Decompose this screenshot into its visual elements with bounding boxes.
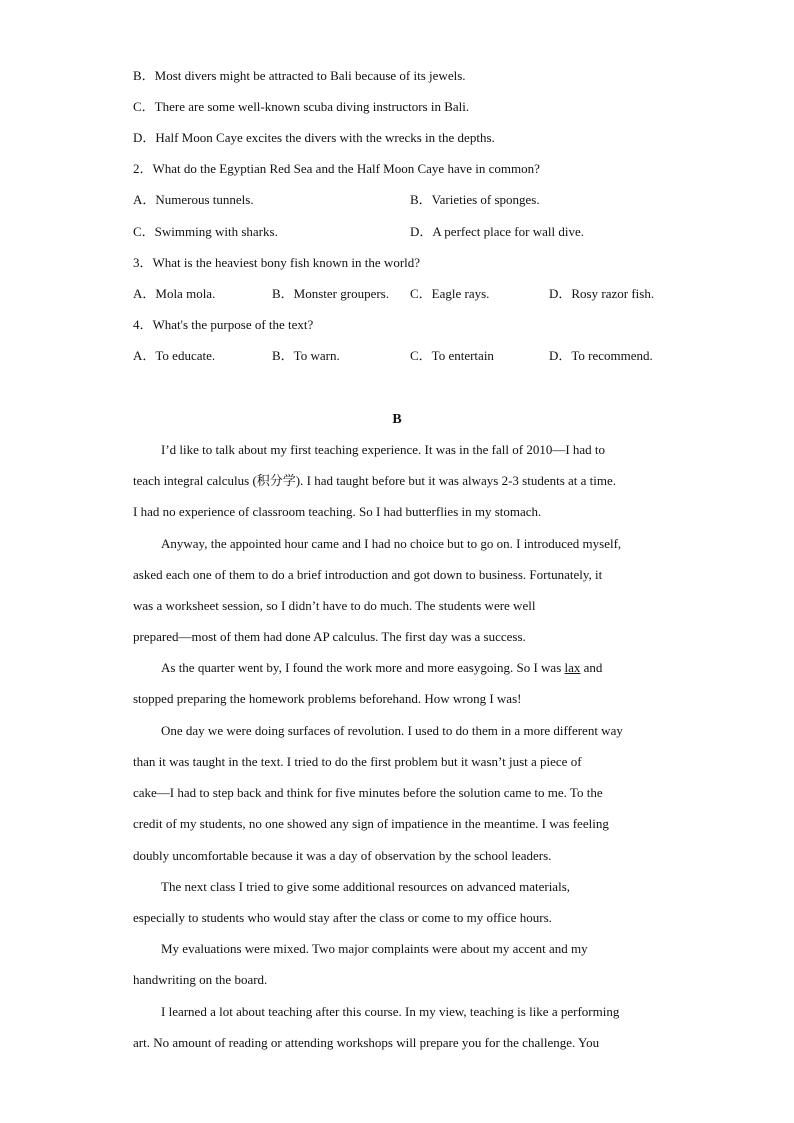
q4-option-b: B．To warn. [272,348,340,363]
q3-stem: 3．What is the heaviest bony fish known in the world? [133,255,421,270]
q2-stem: 2．What do the Egyptian Red Sea and the Half Moon Caye have in common? [133,161,540,176]
passage-line: teach integral calculus (积分学). I had taught before but it was always 2-3 students at a time. [133,473,617,488]
passage-line: doubly uncomfortable because it was a day of observation by the school leaders. [133,848,552,863]
passage-line: art. No amount of reading or attending workshops will prepare you for the challenge. You [133,1035,600,1050]
passage-line: credit of my students, no one showed any sign of impatience in the meantime. I was feeling [133,816,609,831]
passage-line: than it was taught in the text. I tried to do the first problem but it wasn’t just a piece of [133,754,582,769]
passage-line: asked each one of them to do a brief introduction and got down to business. Fortunately, it [133,567,603,582]
passage-line: I learned a lot about teaching after this course. In my view, teaching is like a performing [161,1004,620,1019]
q3-option-d: D．Rosy razor fish. [549,286,655,301]
q4-option-a: A．To educate. [133,348,216,363]
section-title: B [392,412,402,427]
q3-option-c: C．Eagle rays. [410,286,490,301]
q4-option-d: D．To recommend. [549,348,653,363]
passage-line [161,660,602,676]
passage-text: and [580,660,603,675]
passage-line: handwriting on the board. [133,972,268,987]
q4-stem: 4．What's the purpose of the text? [133,317,314,332]
passage-line: I had no experience of classroom teaching. So I had butterflies in my stomach. [133,504,542,519]
passage-line: especially to students who would stay after the class or come to my office hours. [133,910,552,925]
passage-line: Anyway, the appointed hour came and I had no choice but to go on. I introduced myself, [161,536,622,551]
passage-line: prepared—most of them had done AP calculus. The first day was a success. [133,629,526,644]
q2-option-a: A．Numerous tunnels. [133,192,254,207]
q1-option-b: B．Most divers might be attracted to Bali because of its jewels. [133,68,466,83]
q2-option-d: D．A perfect place for wall dive. [410,224,584,239]
q1-option-d: D．Half Moon Caye excites the divers with the wrecks in the depths. [133,130,495,145]
passage-line: The next class I tried to give some additional resources on advanced materials, [161,879,570,894]
passage-line: was a worksheet session, so I didn’t have to do much. The students were well [133,598,536,613]
q2-option-c: C．Swimming with sharks. [133,224,278,239]
passage-line: One day we were doing surfaces of revolution. I used to do them in a more different way [161,723,623,738]
q4-option-c: C．To entertain [410,348,494,363]
underlined-word-lax: lax [564,660,581,675]
q2-option-b: B．Varieties of sponges. [410,192,540,207]
q1-option-c: C．There are some well-known scuba diving instructors in Bali. [133,99,470,114]
passage-line: My evaluations were mixed. Two major complaints were about my accent and my [161,941,588,956]
passage-text: As the quarter went by, I found the work more and more easygoing. So I was [161,660,565,675]
q3-option-b: B．Monster groupers. [272,286,389,301]
passage-line: I’d like to talk about my first teaching experience. It was in the fall of 2010—I had to [161,442,606,457]
q3-option-a: A．Mola mola. [133,286,216,301]
passage-line: stopped preparing the homework problems beforehand. How wrong I was! [133,691,522,706]
passage-line: cake—I had to step back and think for five minutes before the solution came to me. To the [133,785,603,800]
